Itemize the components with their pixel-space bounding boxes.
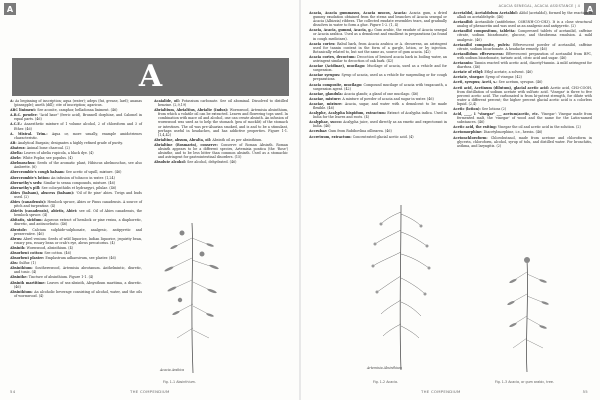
dictionary-entry [10,261,142,265]
left-footer-title: THE COMPENDIUM [130,389,170,394]
entry-definition: Vinegar the oil and acetic acid in the solution. (2) [497,125,581,130]
entry-definition: Ethyl acetate, a solvent. (46) [484,70,533,75]
entry-term: Abele: [10,156,23,161]
dictionary-entry [10,246,142,250]
dictionary-entry [453,20,592,28]
entry-definition: Analytical Bargain; designates a highly refined grade of purity. [17,140,123,145]
dictionary-entry [10,209,142,217]
right-page [301,0,600,400]
entry-term: Accrubaz: [309,129,329,134]
entry-definition: Wormwood, Artemisia absinthium, from which a volatile oil can be extracted. Leaves and flowering tops used. In combination with mace oil and alcohol, one can create absinth. An infusion of wormwood was used as to help the stomach (pea of mocklit) of the stomach or intestines. The oil was pre-Alsarian smoked, and is and to be a stimulant, perhaps useful in headaches, and has addictive properties. Figure 1-1. (1,4,42) [158,108,288,137]
entry-definition: Leaves of sea-absinth, Absynthum maritima, a diuretic. (46) [14,280,142,289]
entry-term: Abies (balsam), abscess (balsam): [10,190,77,195]
entry-definition: Potassium carbonate. See oil abominal. Dissolved to distilled benzine. (2,9,19) [158,99,288,108]
entry-definition: See lotions (2) [481,106,507,111]
entry-term: Abitatis, sicidum: [10,218,45,223]
entry-term: Acetonchloroform: [453,135,491,140]
entry-definition: Concentrated glacial acetic acid. (4) [352,134,414,139]
entry-definition: Southernwood, Artemisia abrotanum. Anthelmintic, diuretic, and tonic. (4) [14,266,142,275]
dictionary-entry [453,86,592,106]
botanical-plate-1 [152,218,232,378]
entry-term: Acacia, Acacia, gummi, Acacia, g.: [309,28,375,33]
dictionary-entry [10,161,142,169]
entry-term: Absolute alcohol: [154,160,188,165]
entry-term: Abelia: [10,151,24,156]
entry-definition: Aqua or, more usually, example amidotrienes characteristic. [14,131,143,140]
dictionary-entry [453,107,592,111]
right-page-number: 55 [582,389,588,394]
dictionary-entry [309,111,447,119]
dictionary-entry [309,55,447,63]
dictionary-entry [453,80,592,84]
plate-3-caption: Fig. 1-3 Acacia, or gum arabic, tree. [495,380,554,384]
entry-term: Absinthe: [10,275,29,280]
right-column-2 [453,11,592,241]
entry-definition: A mixture of powder of acacia and sugar in water. (46) [342,96,434,101]
dictionary-entry [309,135,447,139]
dictionary-entry [309,42,447,54]
entry-term: Acacia composite, mucilago: [309,82,364,87]
entry-definition: Absinth oil as per absinthium. [212,137,263,142]
dictionary-entry [10,170,142,174]
dictionary-entry [10,228,142,236]
dictionary-entry [453,130,592,134]
dictionary-entry [10,237,142,245]
entry-definition: Similar to senna compounds, mixture. (46) [43,180,116,185]
entry-definition: Acetic acid, CH3-COOH, from distillation of sodium acetate with sulfuric acid. 'Vinegar' is three to five percent acetic acid. The carbonated is from hi-potent strength, for dilute with water a different percent; the higher percent glacial acetic acid is a colorless liquid. (2,4) [457,85,592,106]
dictionary-entry [309,129,447,133]
acacia-illustration [152,218,232,378]
entry-term: Abernethy's pill: [10,185,42,190]
entry-definition: Acetanilide (antifebrine, C6H5NH-CO-CH3). It is a close structural analog of phenacetin and was used as an analgesic and antipyretic. (2) [457,20,592,29]
left-column-2 [154,99,288,214]
dictionary-entry [154,99,288,107]
entry-term: Acetic acid, the exiting: [453,125,498,130]
entry-term: Acalyphae, succo: [309,120,344,125]
plate-1-handwriting: Acacia Arabica [160,368,185,372]
dictionary-entry [453,70,592,74]
dictionary-entry [10,186,142,190]
entry-definition: Calcium sulphide-sulphonate, analgesic, antipyretic and preservative. (46) [14,227,142,236]
entry-term: Accretuum, extractum: [309,134,353,139]
dictionary-entry [10,122,142,130]
entry-definition: Abrel venium: Seeds of wild liquorice, Indian liquorice, jequirity bean, rosary pea, rosary bean or crab's eye, abrus precatorius. (4) [14,236,143,245]
entry-term: Acetannin: [453,61,475,66]
entry-term: Acetanilid: [453,20,475,25]
entry-definition: Syrup of acacia, used as a vehicle for suspending or for cough preparations. [313,73,447,82]
entry-definition: Gum arabic, the exudate of Acacia senegal or Acacia arabica. Used as a demulcent and emollient in preparations (as found in cough medicines). [313,28,447,41]
dictionary-entry [453,125,592,129]
entry-term: Acetate of ethyl: [453,70,485,75]
entry-term: Absinth: [10,245,27,250]
entry-definition: Hemlock spruce, Abies or Pinus canadensis. A source of pitch and turpentine. (4) [14,199,142,209]
left-column-1 [10,99,142,387]
dictionary-entry [154,138,288,142]
dictionary-entry [309,73,447,81]
dictionary-entry [309,28,447,40]
dictionary-entry [309,120,447,128]
entry-definition: Diacetylmorphine, i.e., heroin. (46) [483,130,543,135]
dictionary-entry [154,143,288,159]
dictionary-entry [10,281,142,289]
entry-term: Acid, ____, 1 "vinegar" ___ acetum/acetic, etc. [453,112,541,117]
dictionary-entry [10,266,142,274]
dictionary-entry [453,136,592,148]
entry-definition: An alcoholic beverage consisting of alcohol, water, and the oils of wormwood. (4) [14,289,143,298]
entry-definition: As beginning of inscription; aqua (water); adeps (fat, grease, lard); ananas (pineapple); aneth (dill); cite of inscription; agaricus. [14,99,142,108]
entry-term: Aceti, syrupus; Aceti, s.: [453,80,499,85]
entry-definition: Aqueous extract of hemlock or pine resins, a diaphoretic, diuretic, and antiscorbutic. (46) [14,218,142,227]
entry-term: AB: [10,140,18,145]
dictionary-entry [10,132,142,140]
entry-term: Acalyphe, Acalypha hispidum, extractum: [309,111,388,116]
entry-term: Acacia cortex: [309,41,338,46]
entry-term: Acetanilidum effervescens: [453,51,506,56]
entry-definition: Acacia gum, a dried gummy exudation obtained from the stems and branches of Acacia senegal or Acacia (Albizzia) ribbera. The collected exudate resembles tears, and gradually dissolves in water to form a glue. Figure 1-2. (1, 4) [313,11,447,28]
dictionary-entry [10,151,142,155]
dictionary-entry [453,11,592,19]
entry-term: Acacia, Acacia gummasus, Acacia mucos, Acacia: [309,11,410,15]
entry-term: ABC liniment: [10,108,38,113]
dictionary-entry [309,64,447,72]
acacia-tree-illustration [497,250,557,375]
botanical-plate-2 [361,200,441,375]
entry-term: Absorbent cotton: [10,251,45,255]
entry-definition: Chlorobutanol, made from acetone and chloroform in glycerin, chloroform, alcohol, syrup of tolu, and distilled water. For bronchitis, asthma, and laryngitis. (2) [457,135,592,148]
entry-term: Absinth martitime: [10,280,48,285]
entry-term: Accetaldol, Acetaldolum Acetaldol: [453,11,520,15]
dictionary-entry [10,176,142,180]
entry-definition: 'Oil of fir pine' abies. Twigs and buds used. (2) [14,190,142,199]
entry-term: Acacia cortex, decoctum: [309,54,358,59]
entry-definition: Effervescent powder of acetanilid, caffeine citrate, sodium bicarbonate. A headache remedy. (46) [457,42,593,51]
entry-definition: Acacia glands; a gland of one mucilago. (46) [344,91,419,96]
entry-term: Acetanilid compositum, tabletta: [453,29,518,34]
entry-definition: Babul bark, from Acacia arabica or A. decurrens, an astringent used for tannin content in the form of a gargle, lotion, or by injection. Botanically related to, but not the same as, source of gum acacia. (42) [313,41,447,54]
entry-term: A. Mistral. Trim.: [10,131,52,136]
entry-definition: Seeds of the aromatic plant, Hibiscus abelmoschus, see also Ambrette. (6) [14,161,142,170]
plate-2-caption: Fig. 1-2 Acacia. [373,380,399,384]
entry-definition: See aconite, camphor, belladonna liniment. (46) [37,108,118,113]
dictionary-entry [10,290,142,298]
plate-1-caption: Fig. 1-1 Absinthium. [163,380,196,384]
dictionary-entry [10,156,142,160]
dictionary-entry [10,191,142,199]
dictionary-entry [453,29,592,41]
dictionary-entry [10,275,142,279]
right-column-1 [309,11,447,196]
entry-definition: Effervescent preparation of acetanilid from BPC, with sodium bicarbonate, tartaric acid, citric acid and sugar. (46) [457,51,592,60]
entry-term: A.C.E.: [10,122,25,127]
entry-definition: Gum from Rubibovlina oilbearea. (46) [328,129,392,134]
dictionary-entry [10,218,142,226]
plate-2-handwriting: Artemisia Absinthium [367,366,403,370]
entry-term: Acaciae, mixture: [309,101,345,106]
entry-definition: Anaesthetic mixture of 1 volume alcohol, 2 of chloroform and 3 of Ether. (46) [14,122,142,131]
entry-term: Acaciae, glandula: [309,91,345,96]
entry-definition: Tannin reacted with acetic acid, diacetyl-tannin. A mild astringent for diarrhea. (46) [457,61,592,70]
entry-definition: An infusion of tobacco in water. (1,24) [51,175,115,180]
entry-term: Acetate, vinegar: [453,75,486,80]
section-tab-right[interactable]: A [584,3,596,15]
entry-definition: Leaves of abelia rupicola, a black dye. (4) [23,151,94,156]
entry-term: Abietis (canadensis), abietis, Abiet: [10,209,80,214]
entry-definition: Acalypha juice, used directly as an emetic and expectorant in India. (46) [313,120,447,129]
entry-definition: Emplastrum adhaesivum, see plaster. (46) [45,256,116,261]
entry-term: Acaialide, oil: [154,99,182,103]
entry-definition: See acetic of squill, mixture. (46) [65,170,122,175]
entry-term: Abercrombie's lotion: [10,175,51,180]
entry-term: Abrialtine (Rosmarin), conserve: [154,142,221,147]
dictionary-entry [453,61,592,69]
entry-term: Abrus: [10,236,24,241]
entry-term: Absinthium: [10,266,36,271]
left-page [0,0,299,400]
dictionary-entry [10,141,142,145]
entry-definition: Compound mucilage of acacia with tragacanth, a suspension agent. (42) [313,82,447,91]
entry-term: Acaciae (Acidinae), mucilago: [309,64,368,69]
dictionary-entry [309,11,447,27]
entry-definition: Wormwood, absinthium. (4) [26,245,73,250]
artemisia-illustration [361,200,441,375]
entry-definition: Aldol (acetaldol), formed by the reaction of alkali on acetaldehyde. (46) [457,11,592,20]
dictionary-entry [309,92,447,96]
entry-term: Acetic (lotion): [453,106,482,111]
entry-definition: "Acid base" (ferric acid), Brunnell dorphine, and Calomel in equal parts. (46) [14,113,142,122]
dictionary-entry [10,108,142,112]
entry-term: Absinthium: [10,289,35,294]
entry-term: Abies (canadensis): [10,199,48,204]
dictionary-entry [309,83,447,91]
entry-definition: Extract of Acalypha indica. Used in India for the leaves and roots. (4) [313,111,447,120]
right-footer-title: THE COMPENDIUM [421,389,461,394]
entry-definition: See colocynthidis et hydrargyri, pilulae. (46) [41,185,117,190]
entry-term: Abatroz: [10,145,27,150]
dictionary-entry [309,102,447,110]
entry-term: Acaciae syrupus: [309,73,342,78]
entry-definition: See acetum, syrupus. (46) [498,80,543,85]
dictionary-entry [10,256,142,260]
section-tab-left[interactable]: A [4,3,16,15]
botanical-plate-3 [497,250,557,375]
dictionary-entry [453,52,592,60]
entry-definition: Conserve of Roman Absinth. Roman absinth appears to be a different species, Artemisia pontica (the 'Rose') absinthe, and to be less bitter than common absinth. Used as a stomachic and astringent for gastrointestinal disorders. (15) [158,142,288,160]
entry-term: Abelmoschus: [10,161,38,166]
entry-term: Aceti acid, Acetinum (dilutum), glacial acetic acid: [453,85,551,90]
entry-term: Abercrombie's cough balsam: [10,170,66,175]
entry-term: Acetanilid composite, pulvis: [453,42,513,47]
entry-definition: Acacia, sugar, and water with a demulcent to be made flexible. (46) [313,101,447,110]
left-page-number: 54 [10,389,16,394]
dictionary-entry [453,75,592,79]
entry-definition: Syrup of vinegar. (42) [485,75,522,80]
dictionary-entry [309,97,447,101]
entry-term: Absorbent plaster: [10,256,46,261]
entry-definition: Mucilage of acacia, used as a vehicle and for suspension. [313,64,447,73]
entry-term: Acetomorphine: [453,130,484,135]
dictionary-entry [154,160,288,164]
section-letter: A [138,59,163,94]
letter-banner [12,58,289,96]
entry-definition: see oil. Oil of Abies canadensis, the hemlock spruce. (4) [14,209,143,218]
entry-definition: Animal bone charcoal. (2) [26,145,70,150]
entry-term: Abrialtium, Abrialtius, Abrialte (Indus): [154,108,230,113]
dictionary-entry [453,43,592,51]
entry-definition: See alcohol, dehydrated. (46) [187,160,237,165]
dictionary-entry [10,99,142,107]
entry-term: Acaciae, mixture: [309,96,343,101]
dictionary-entry [10,146,142,150]
entry-definition: Tincture of absinthium. Figure 1-1. (4) [28,275,94,280]
entry-definition: See cotton. (46) [44,251,72,255]
entry-term: Abernethy's seds: [10,180,44,185]
entry-term: Abrialtine, absum, Abralta, oil: [154,137,213,142]
entry-definition: Sulfur. (1) [19,261,36,266]
dictionary-entry [10,113,142,121]
dictionary-entry [10,251,142,255]
dictionary-entry [154,108,288,137]
entry-definition: Decoction of bruised acacia bark in boiling water, an astringent similar to decoction of oak bark. (42) [313,54,447,64]
entry-definition: Compressed tablets of acetanilid, caffeine citrate, sodium bicarbonate, glucose, and theobroma emulsion. A mild analgesic. (46) [457,29,592,42]
dictionary-entry [453,112,592,124]
running-head: ACACIA SENEGAL, ACACIA ASSISTANCE | 4 [498,4,580,8]
entry-term: Abrotole: [10,227,33,232]
dictionary-entry [10,200,142,208]
dictionary-entry [10,181,142,185]
entry-term: A.B.C. powder: [10,113,40,118]
entry-term: A: [10,99,16,103]
entry-definition: White Poplar, see populus. (4) [22,156,73,161]
entry-definition: 'Vinegar': Vinegar made from fermented malt, the 'vinegar' of wood and the name for the Latin-named substances. (46) [457,112,592,125]
entry-term: Abs: [10,261,20,266]
